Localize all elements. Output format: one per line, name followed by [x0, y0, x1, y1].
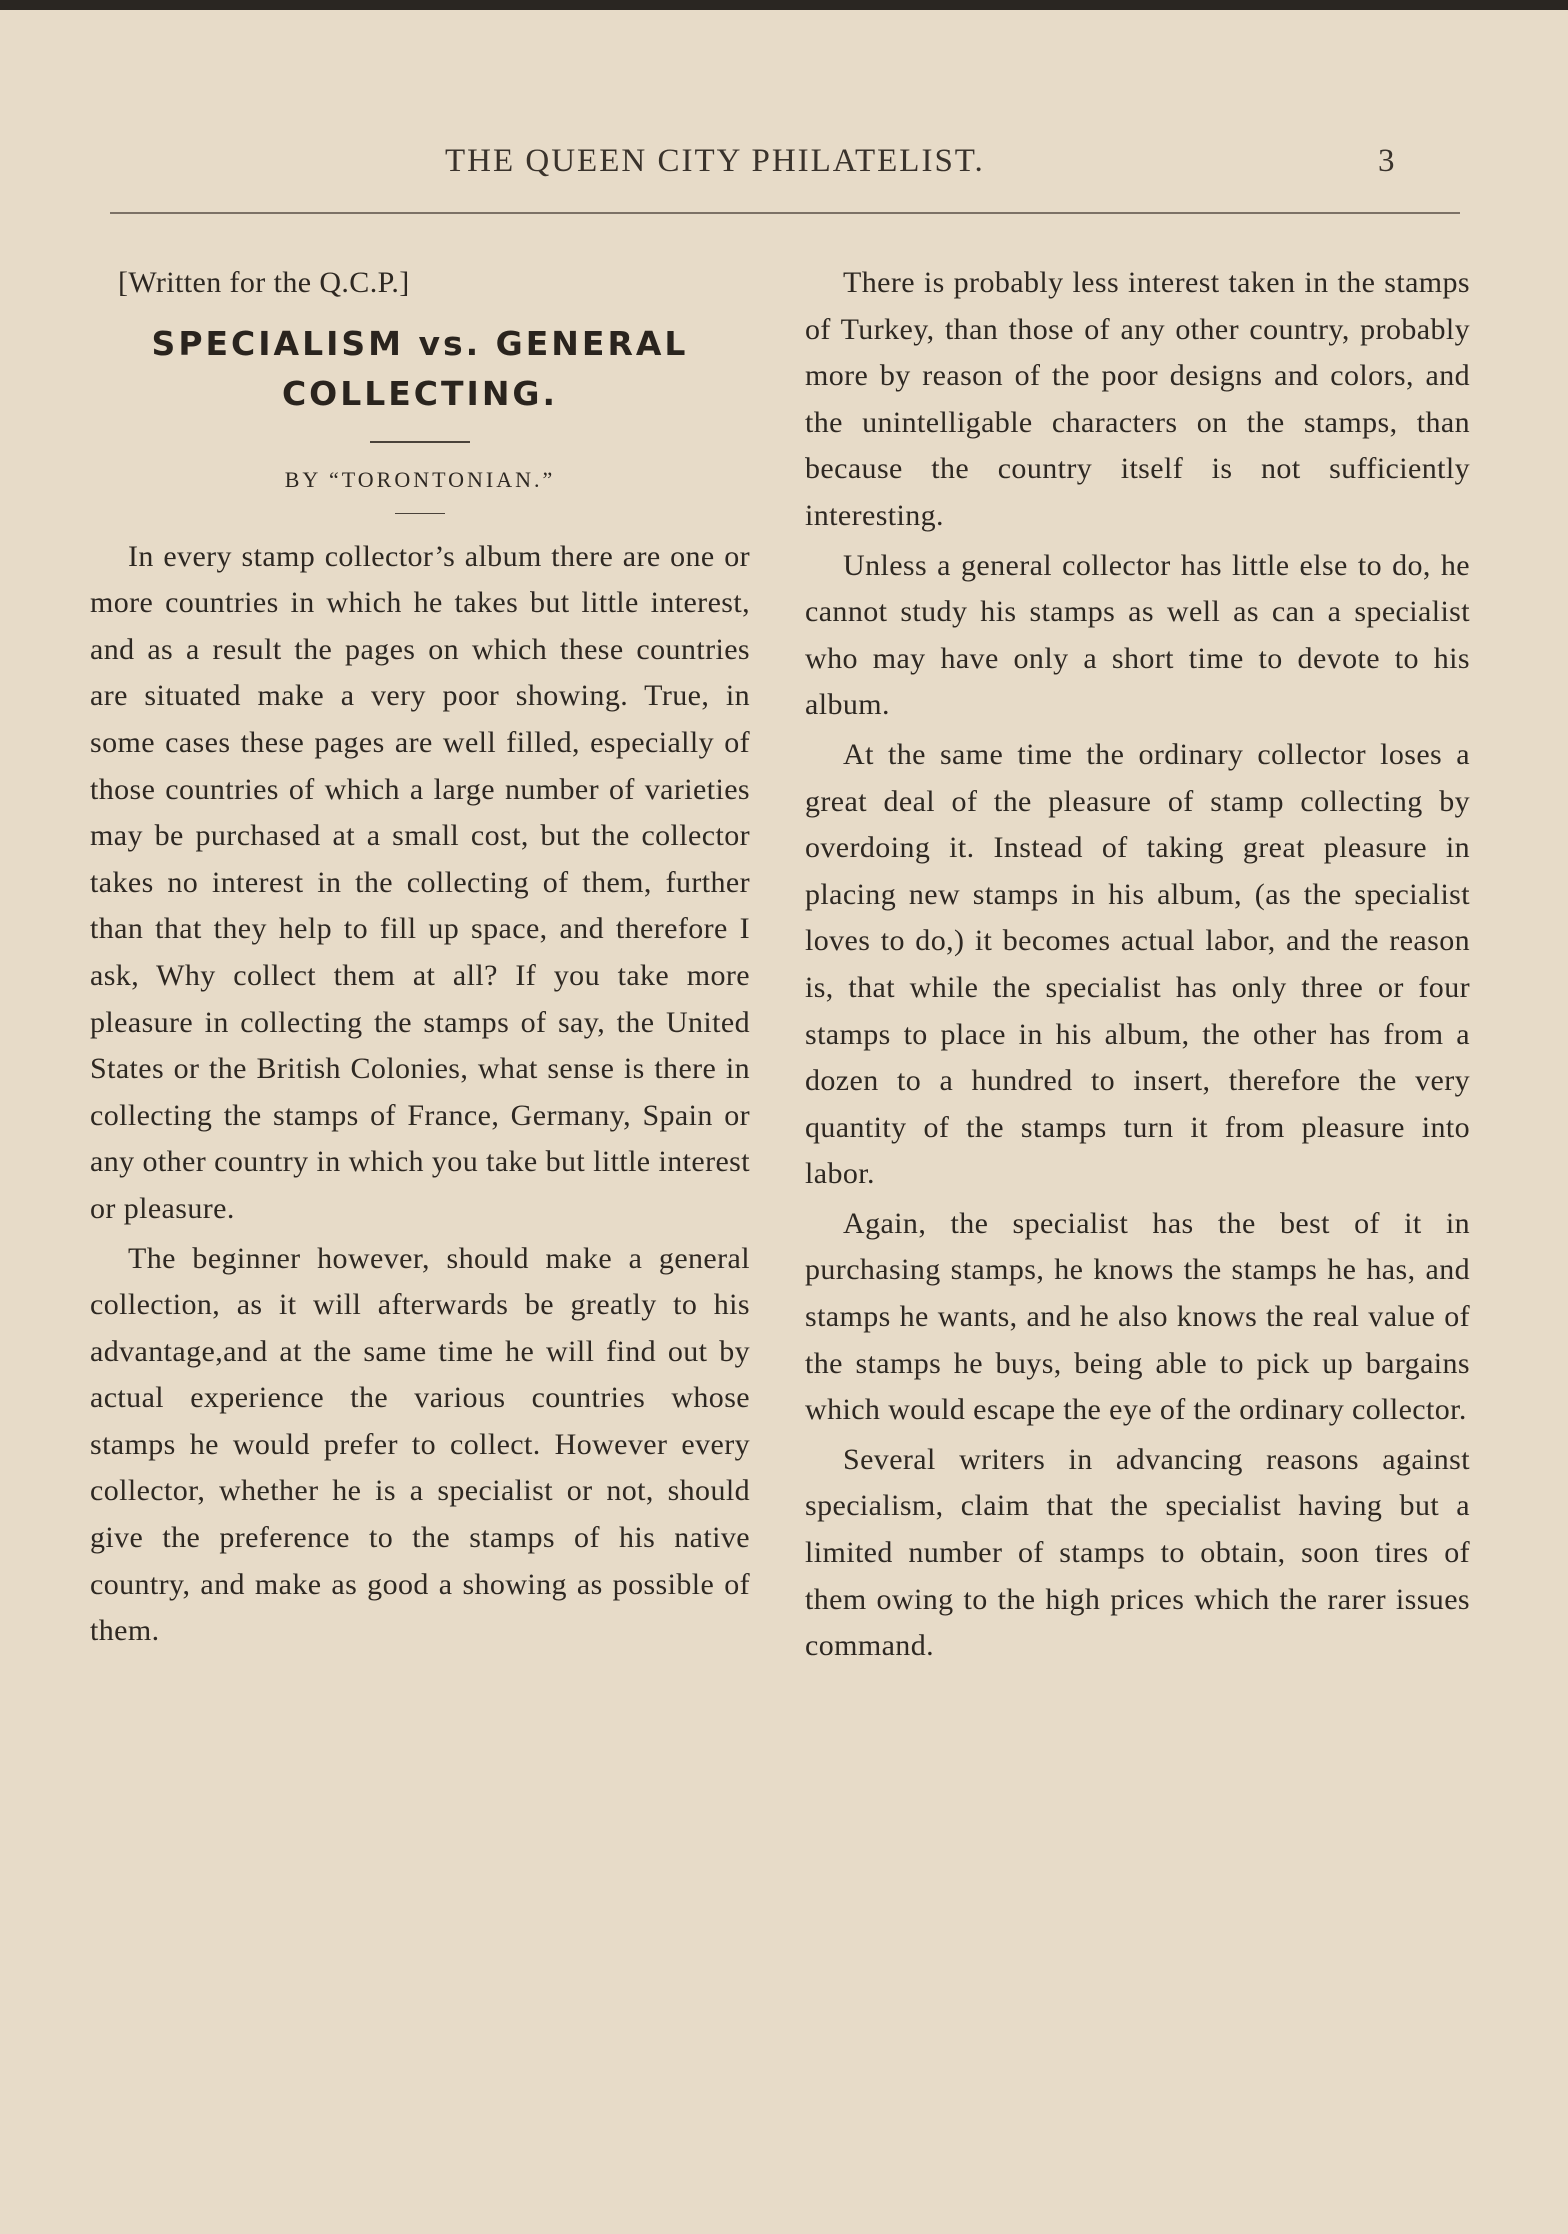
page-top-edge — [0, 0, 1568, 10]
byline-rule — [395, 513, 445, 514]
headline-rule — [370, 441, 470, 443]
running-title: THE QUEEN CITY PHILATELIST. — [445, 143, 985, 179]
left-paragraph-1: In every stamp collector’s album there are one or more countries in which he takes but little interest, and as a result the pages on which these countries are situated make a very poor showing. True, in some cases these pages are well filled, especially of those countries of which a large number of varieties may be purchased at a small cost, but the collector takes no interest in the collecting of them, further than that they help to fill up space, and therefore I ask, Why collect them at all? If you take more pleasure in collecting the stamps of say, the United States or the British Colonies, what sense is there in collecting the stamps of France, Germany, Spain or any other country in which you take but little interest or pleasure. — [90, 539, 750, 1225]
article-headline — [90, 319, 750, 419]
headline-line-2: COLLECTING. — [281, 373, 559, 413]
right-paragraph-1: There is probably less interest taken in the stamps of Turkey, than those of any other country, probably more by reason of the poor designs and colors, and the unintelligable characters on the stamps, than because the country itself is not sufficiently interesting. — [805, 266, 1470, 532]
page-number: 3 — [1378, 143, 1395, 179]
byline: BY “TORONTONIAN.” — [284, 466, 556, 492]
left-column — [90, 260, 750, 1655]
right-paragraph-5: Several writers in advancing reasons against specialism, claim that the specialist having but a limited number of stamps to obtain, soon tires of them owing to the high prices which the rarer issues command. — [805, 1442, 1470, 1663]
right-paragraph-3: At the same time the ordinary collector loses a great deal of the pleasure of stamp collecting by overdoing it. Instead of taking great pleasure in placing new stamps in his album, (as the specialist loves to do,) it becomes actual labor, and the reason is, that while the specialist has only three or four stamps to place in his album, the other has from a dozen to a hundred to insert, therefore the very quantity of the stamps turn it from pleasure into labor. — [805, 737, 1470, 1191]
right-column — [805, 260, 1470, 1670]
right-paragraph-4: Again, the specialist has the best of it in purchasing stamps, he knows the stamps he has, and stamps he wants, and he also knows the real value of the stamps he buys, being able to pick up bargains which would escape the eye of the ordinary collector. — [805, 1206, 1470, 1427]
left-paragraph-2: The beginner however, should make a general collection, as it will afterwards be greatly to his advantage,and at the same time he will find out by actual experience the various countries whose stamps he would prefer to collect. However every collector, whether he is a specialist or not, should give the preference to the stamps of his native country, and make as good a showing as possible of them. — [90, 1241, 750, 1648]
right-paragraph-2: Unless a general collector has little else to do, he cannot study his stamps as well as can a specialist who may have only a short time to devote to his album. — [805, 548, 1470, 722]
header-rule — [110, 212, 1460, 214]
headline-line-1: SPECIALISM vs. GENERAL — [151, 323, 689, 363]
running-header — [110, 135, 1460, 185]
credit-line: [Written for the Q.C.P.] — [118, 266, 410, 299]
